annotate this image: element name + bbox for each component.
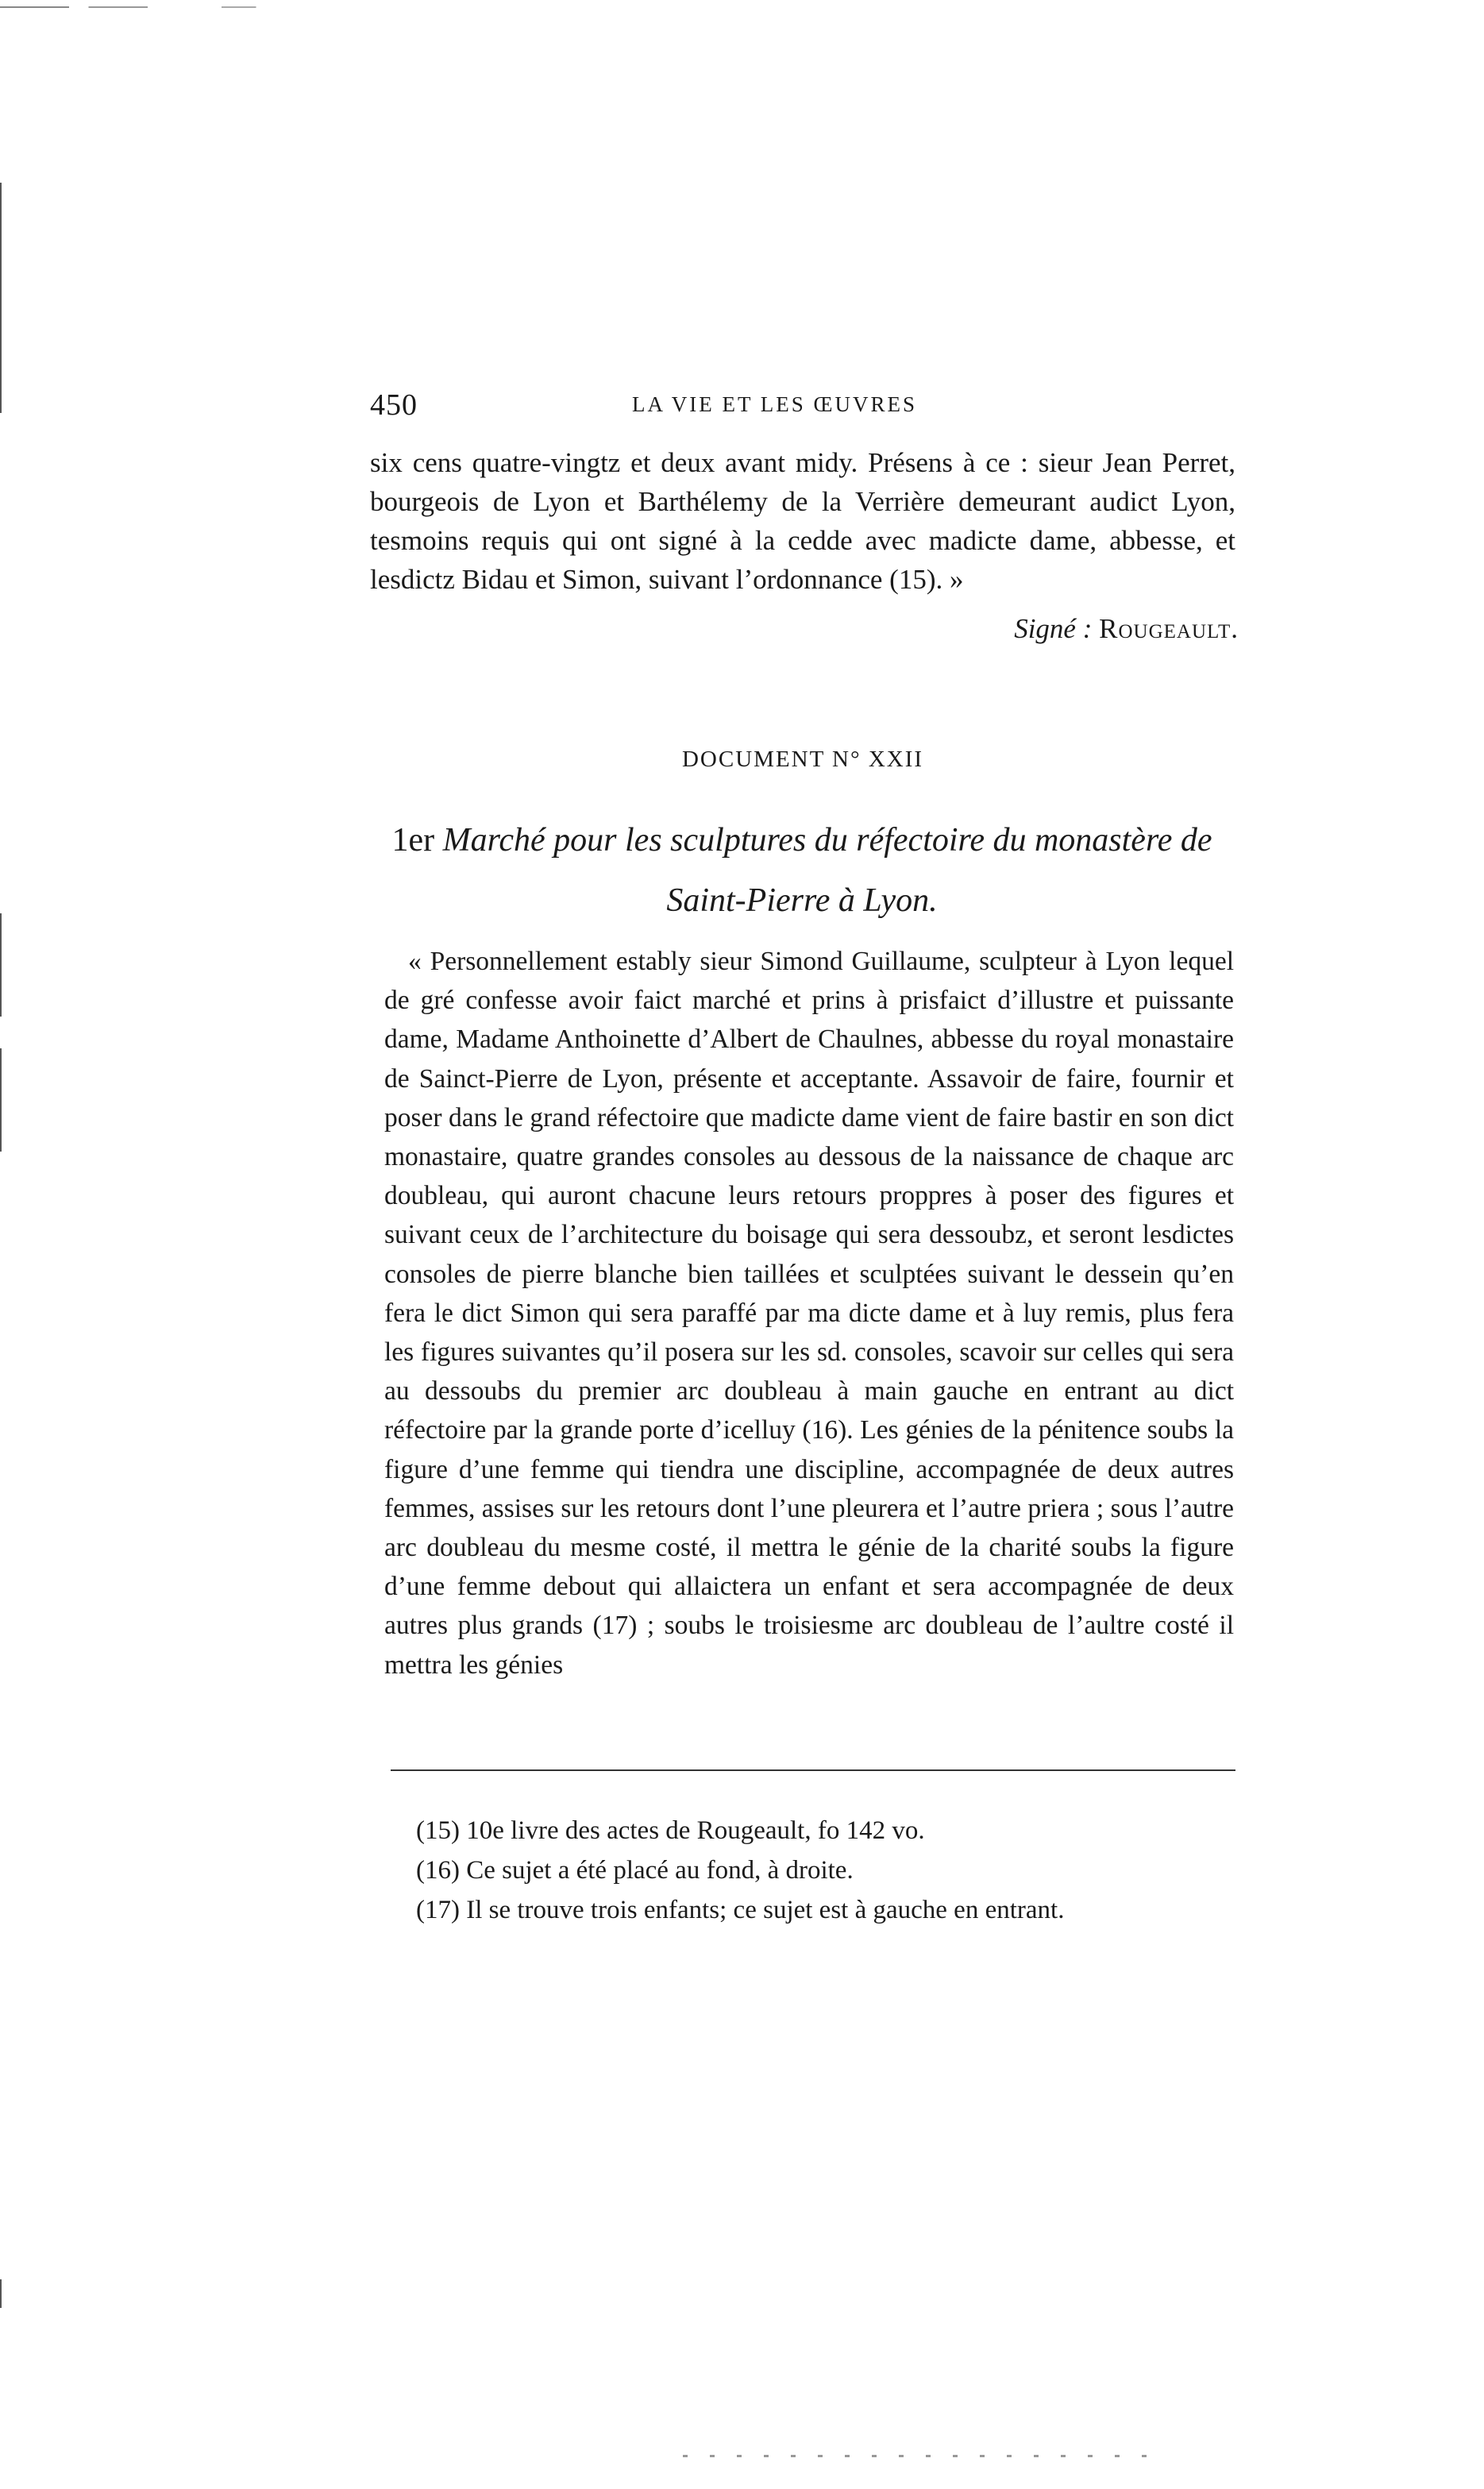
document-title bbox=[365, 810, 1239, 931]
title-text: Marché pour les sculptures du réfectoire du monastère de Saint-Pierre à Lyon. bbox=[442, 822, 1212, 919]
running-head bbox=[370, 388, 1235, 427]
footnote-divider bbox=[391, 1769, 1235, 1771]
scan-artifact-top bbox=[0, 6, 492, 8]
continuation-paragraph bbox=[370, 443, 1235, 599]
body-paragraph: « Personnellement estably sieur Simond Guillaume, sculpteur à Lyon lequel de gré confesse avoir faict marché et prins à prisfaict d’illustre et puissante dame, Madame Anthoinette d’Albert de Chaulnes, abbesse du royal monastaire de Sainct-Pierre de Lyon, présente et acceptante. Assavoir de faire, fournir et poser dans le grand réfectoire que madicte dame vient de faire bastir en son dict monastaire, quatre grandes consoles au dessous de la naissance de chaque arc doubleau, qui auront chacune leurs retours proppres à poser des figures et suivant ceux de l’architecture du boisage qui sera dessoubz, et seront lesdictes consoles de pierre blanche bien taillées et sculptées suivant le dessein qu’en fera le dict Simon qui sera paraffé par ma dicte dame et à luy remis, plus fera les figures suivantes qu’il posera sur les sd. consoles, scavoir sur celles qui sera au dessoubs du premier arc doubleau à main gauche en entrant au dict réfectoire par la grande porte d’icelluy (16). Les génies de la pénitence soubs la figure d’une femme qui tiendra une discipline, accompagnée de deux autres femmes, assises sur les retours dont l’une pleurera et l’autre priera ; sous l’autre arc doubleau du mesme costé, il mettra le génie de la charité soubs la figure d’une femme debout qui allaictera un enfant et sera accompagnée de deux autres plus grands (17) ; soubs le troisiesme arc doubleau de l’aultre costé il mettra les génies bbox=[384, 947, 1234, 1680]
footnote-17: (17) Il se trouve trois enfants; ce sujet est à gauche en entrant. bbox=[416, 1896, 1065, 1924]
footnote-15: (15) 10e livre des actes de Rougeault, fo 142 vo. bbox=[416, 1816, 925, 1845]
signature-label: Signé : bbox=[1014, 613, 1093, 644]
scan-edge-mark bbox=[0, 1048, 2, 1152]
title-ordinal: 1er bbox=[391, 822, 435, 859]
scan-artifact-bottom bbox=[683, 2455, 1159, 2457]
page-number: 450 bbox=[370, 388, 418, 422]
scan-edge-mark bbox=[0, 183, 2, 413]
footnotes bbox=[416, 1811, 1242, 1930]
document-heading: DOCUMENT N° XXII bbox=[681, 747, 924, 772]
document-body bbox=[384, 942, 1234, 1684]
running-title: LA VIE ET LES ŒUVRES bbox=[632, 392, 918, 416]
signature-line bbox=[826, 613, 1239, 645]
scan-edge-mark bbox=[0, 2279, 2, 2308]
footnote-16: (16) Ce sujet a été placé au fond, à droite. bbox=[416, 1856, 854, 1885]
signature-name: Rougeault. bbox=[1099, 613, 1239, 644]
continuation-text: six cens quatre-vingtz et deux avant midy. Présens à ce : sieur Jean Perret, bourgeois de Lyon et Barthélemy de la Verrière demeurant audict Lyon, tesmoins requis qui ont signé à la cedde avec madicte dame, abbesse, et lesdictz Bidau et Simon, suivant l’ordonnance (15). » bbox=[370, 447, 1235, 595]
scan-edge-mark bbox=[0, 913, 2, 1017]
